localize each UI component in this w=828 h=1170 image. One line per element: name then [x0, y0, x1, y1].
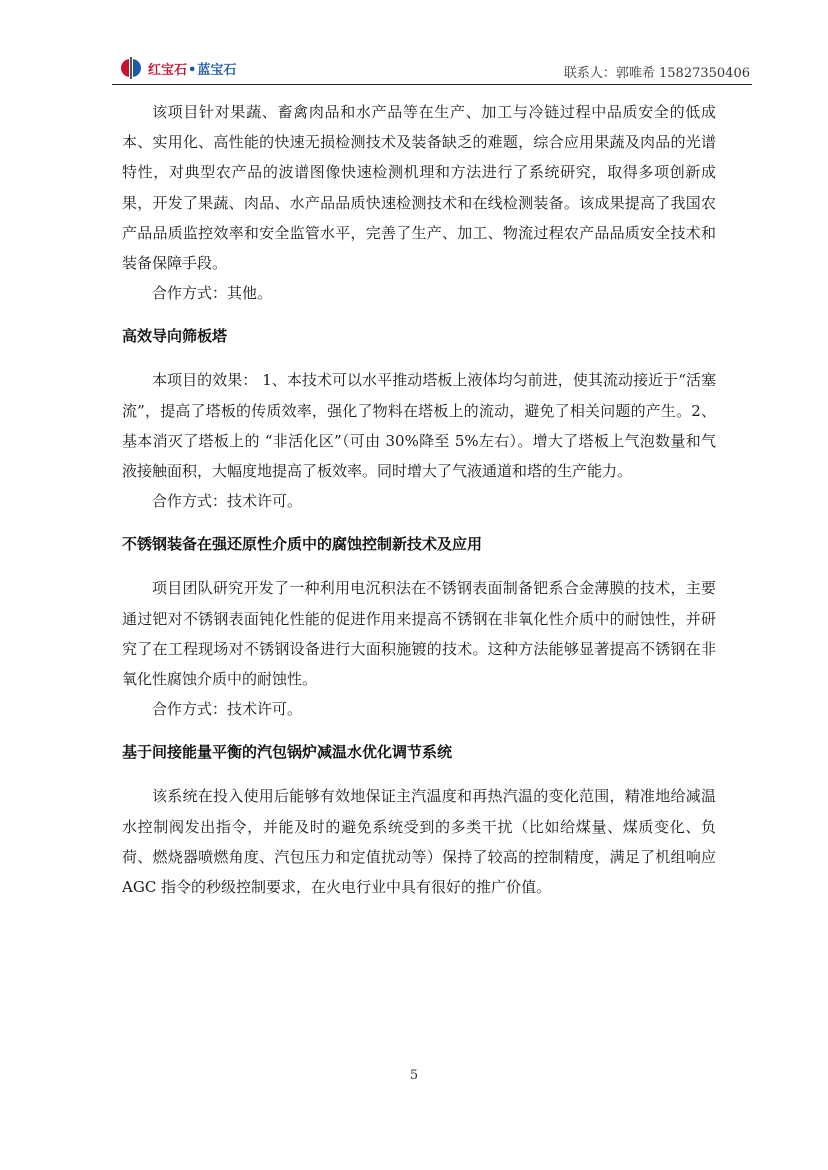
- document-body: [122, 97, 716, 902]
- section-1: [122, 97, 716, 308]
- section-title: 基于间接能量平衡的汽包锅炉减温水优化调节系统: [122, 743, 453, 762]
- company-logo: [118, 56, 236, 80]
- section-body: 项目团队研究开发了一种利用电沉积法在不锈钢表面制备钯系合金薄膜的技术，主要通过钯对不锈钢表面钝化性能的促进作用来提高不锈钢在非氧化性介质中的耐蚀性，并研究了在工程现场对不锈钢设备进行大面积施镀的技术。这种方法能够显著提高不锈钢在非氧化性腐蚀介质中的耐蚀性。: [122, 579, 716, 689]
- section-title: 高效导向筛板塔: [122, 327, 228, 346]
- section-title: 不锈钢装备在强还原性介质中的腐蚀控制新技术及应用: [122, 535, 483, 554]
- section-body: 该系统在投入使用后能够有效地保证主汽温度和再热汽温的变化范围，精准地给减温水控制阀发出指令，并能及时的避免系统受到的多类干扰（比如给煤量、煤质变化、负荷、燃烧器喷燃角度、汽包压力和定值扰动等）保持了较高的控制精度，满足了机组响应 AGC 指令的秒级控制要求，在火电行业中具有很好的推广价值。: [122, 787, 716, 897]
- contact-info: 联系人：郭唯希 15827350406: [563, 66, 750, 81]
- page-number: 5: [409, 1068, 419, 1083]
- cooperation-mode: 合作方式：技术许可。: [152, 700, 303, 719]
- section-body: 该项目针对果蔬、畜禽肉品和水产品等在生产、加工与冷链过程中品质安全的低成本、实用化、高性能的快速无损检测技术及装备缺乏的难题，综合应用果蔬及肉品的光谱特性，对典型农产品的波谱图像快速检测机理和方法进行了系统研究，取得多项创新成果，开发了果蔬、肉品、水产品品质快速检测技术和在线检测装备。该成果提高了我国农产品品质监控效率和安全监管水平，完善了生产、加工、物流过程农产品品质安全技术和装备保障手段。: [122, 103, 716, 273]
- section-4: [122, 737, 716, 902]
- page-header: [112, 50, 752, 85]
- section-3: [122, 529, 716, 724]
- section-2: [122, 321, 716, 516]
- cooperation-mode: 合作方式：其他。: [152, 284, 273, 303]
- section-body: 本项目的效果： 1、本技术可以水平推动塔板上液体均匀前进，使其流动接近于“活塞流”，提高了塔板的传质效率，强化了物料在塔板上的流动，避免了相关问题的产生。2、基本消灭了塔板上的 “非活化区”（可由 30%降至 5%左右）。增大了塔板上气泡数量和气液接触面积，大幅度地提高了板效率。同时增大了气液通道和塔的生产能力。: [122, 371, 716, 481]
- logo-text: 红宝石•蓝宝石: [148, 62, 237, 78]
- cooperation-mode: 合作方式：技术许可。: [152, 492, 303, 511]
- logo-mark-icon: [118, 56, 144, 80]
